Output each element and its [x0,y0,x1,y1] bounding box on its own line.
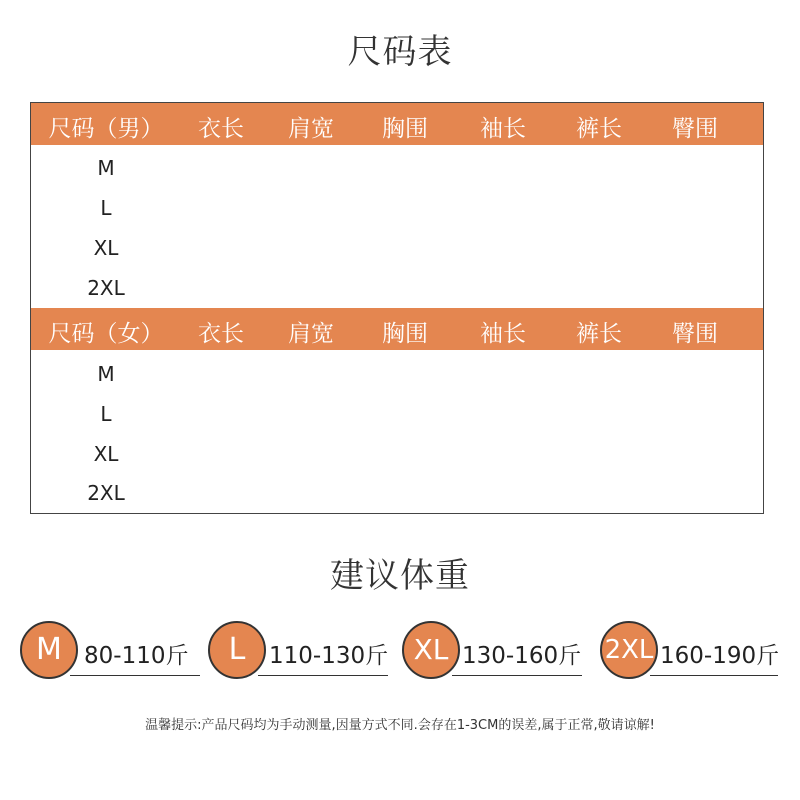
size-cell: L [100,196,112,220]
underline [650,675,778,676]
size-badge: 2XL [600,621,658,679]
size-cell: M [97,362,115,386]
header-size-women: 尺码（女） [48,321,164,347]
header-length: 衣长 [198,321,244,347]
size-badge: XL [402,621,460,679]
underline [258,675,388,676]
header-size-men: 尺码（男） [48,116,164,142]
underline [452,675,582,676]
men-header-row [31,103,763,145]
table-row [31,227,763,267]
header-pants-length: 裤长 [576,116,622,142]
header-hip: 臀围 [672,116,718,142]
size-note: 温馨提示:产品尺码均为手动测量,因量方式不同.会存在1-3CM的误差,属于正常,敬请谅解! [145,718,655,733]
weight-range: 160-190斤 [660,643,780,669]
size-cell: 2XL [87,481,125,505]
header-sleeve: 袖长 [480,321,526,347]
table-row [31,472,763,512]
size-badge: L [208,621,266,679]
header-length: 衣长 [198,116,244,142]
header-shoulder: 肩宽 [288,116,334,142]
table-row [31,187,763,227]
size-cell: XL [93,236,119,260]
table-row [31,393,763,433]
women-header-row [31,308,763,350]
weight-range: 110-130斤 [269,643,389,669]
weight-range: 80-110斤 [84,643,189,669]
table-row [31,267,763,307]
size-cell: XL [93,442,119,466]
header-hip: 臀围 [672,321,718,347]
weight-list [0,620,800,680]
table-row [31,147,763,187]
header-chest: 胸围 [382,116,428,142]
size-badge: M [20,621,78,679]
header-chest: 胸围 [382,321,428,347]
weight-range: 130-160斤 [462,643,582,669]
header-pants-length: 裤长 [576,321,622,347]
size-cell: M [97,156,115,180]
header-sleeve: 袖长 [480,116,526,142]
table-row [31,433,763,473]
size-cell: 2XL [87,276,125,300]
table-row [31,353,763,393]
underline [70,675,200,676]
weight-title: 建议体重 [330,556,470,596]
header-shoulder: 肩宽 [288,321,334,347]
size-chart-title: 尺码表 [347,32,453,72]
size-cell: L [100,402,112,426]
size-table [30,102,764,514]
